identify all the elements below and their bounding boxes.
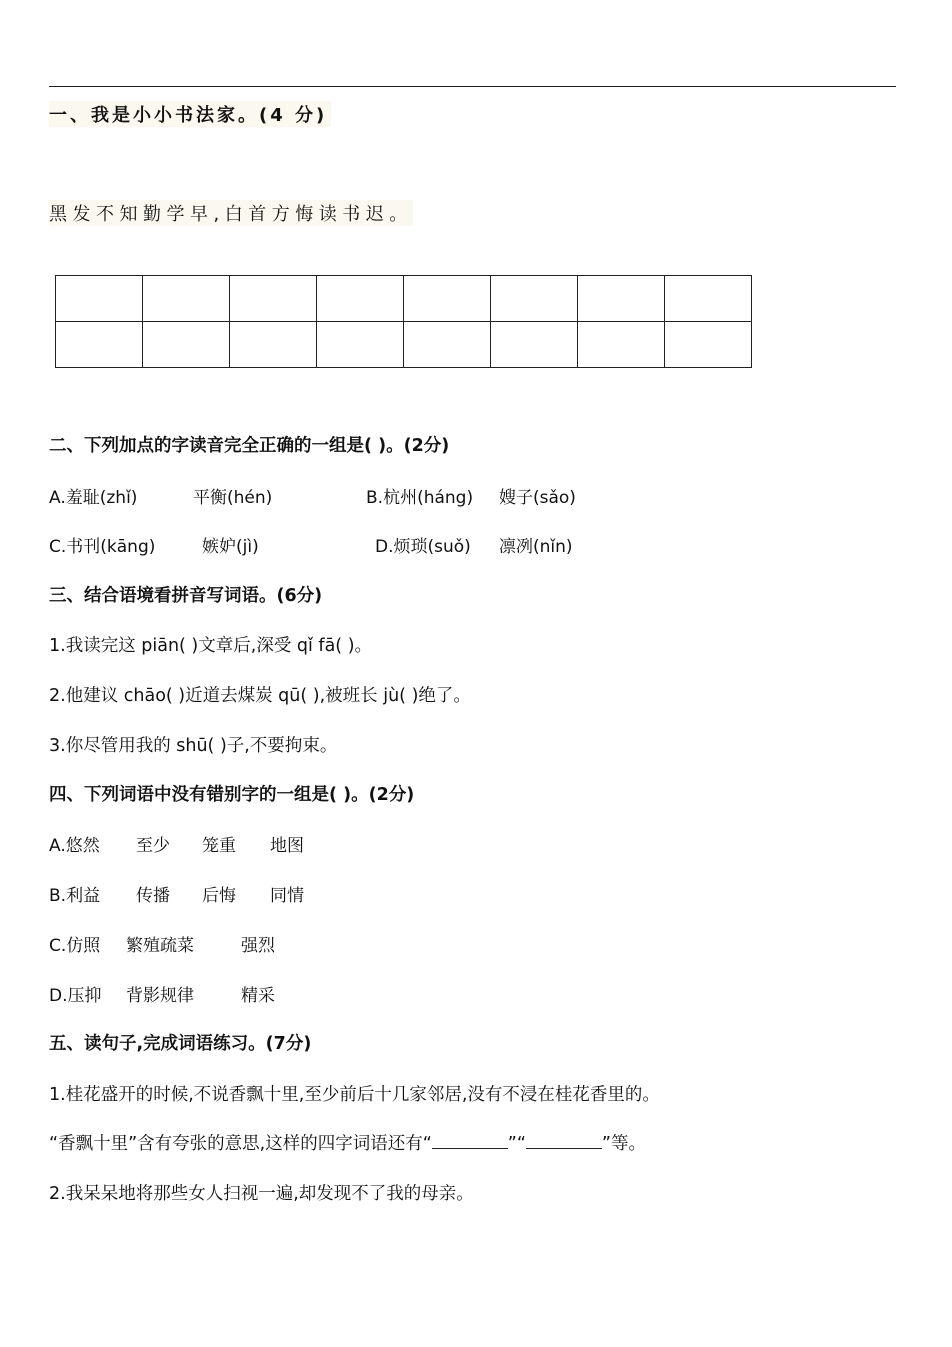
s4-b-1: B.利益 <box>49 886 101 906</box>
s4-b-4: 同情 <box>270 886 304 906</box>
grid-cell[interactable] <box>665 322 752 368</box>
grid-row <box>56 276 752 322</box>
section-1-title: 一、我是小小书法家。(4 分) <box>49 101 331 127</box>
grid-cell[interactable] <box>578 322 665 368</box>
option-c-word-1: C.书刊(kāng) <box>49 537 156 557</box>
grid-cell[interactable] <box>317 322 404 368</box>
option-a-word-2: 平衡(hén) <box>193 488 273 508</box>
grid-cell[interactable] <box>404 322 491 368</box>
grid-cell[interactable] <box>143 322 230 368</box>
s5-question-1: 1.桂花盛开的时候,不说香飘十里,至少前后十几家邻居,没有不浸在桂花香里的。 <box>49 1085 660 1105</box>
grid-cell[interactable] <box>230 322 317 368</box>
s4-a-2: 至少 <box>136 836 170 856</box>
grid-cell[interactable] <box>230 276 317 322</box>
grid-cell[interactable] <box>578 276 665 322</box>
grid-cell[interactable] <box>317 276 404 322</box>
section-3-title: 三、结合语境看拼音写词语。(6分) <box>49 586 323 606</box>
s5-question-2: 2.我呆呆地将那些女人扫视一遍,却发现不了我的母亲。 <box>49 1184 474 1204</box>
grid-cell[interactable] <box>56 322 143 368</box>
poem-line: 黑发不知勤学早,白首方悔读书迟。 <box>49 200 413 226</box>
s4-b-3: 后悔 <box>202 886 236 906</box>
section-5-title: 五、读句子,完成词语练习。(7分) <box>49 1034 312 1054</box>
s4-d-3: 精采 <box>241 986 275 1006</box>
grid-cell[interactable] <box>491 276 578 322</box>
top-rule <box>49 86 896 87</box>
s4-b-2: 传播 <box>136 886 170 906</box>
option-d-word-1: D.烦琐(suǒ) <box>375 537 471 557</box>
grid-cell[interactable] <box>143 276 230 322</box>
section-2-title: 二、下列加点的字读音完全正确的一组是( )。(2分) <box>49 436 450 456</box>
s5-fill-text-a: “香飘十里”含有夸张的意思,这样的四字词语还有“ <box>49 1134 432 1154</box>
s3-question-1: 1.我读完这 piān( )文章后,深受 qǐ fā( )。 <box>49 636 373 656</box>
s4-a-4: 地图 <box>270 836 304 856</box>
writing-grid <box>55 275 752 368</box>
option-b-word-2: 嫂子(sǎo) <box>499 488 576 508</box>
grid-cell[interactable] <box>56 276 143 322</box>
grid-row <box>56 322 752 368</box>
section-4-title: 四、下列词语中没有错别字的一组是( )。(2分) <box>49 785 415 805</box>
grid-cell[interactable] <box>491 322 578 368</box>
option-c-word-2: 嫉妒(jì) <box>202 537 259 557</box>
s5-question-1-fill <box>49 1130 646 1155</box>
s5-fill-text-c: ”等。 <box>601 1134 646 1154</box>
s4-a-1: A.悠然 <box>49 836 100 856</box>
s4-d-1: D.压抑 <box>49 986 102 1006</box>
s3-question-2: 2.他建议 chāo( )近道去煤炭 qū( ),被班长 jù( )绝了。 <box>49 686 471 706</box>
answer-blank-1[interactable] <box>432 1134 508 1149</box>
option-a-word-1: A.羞耻(zhǐ) <box>49 488 138 508</box>
s4-c-2: 繁殖疏菜 <box>126 936 194 956</box>
s4-a-3: 笼重 <box>202 836 236 856</box>
option-d-word-2: 凛冽(nǐn) <box>499 537 573 557</box>
grid-cell[interactable] <box>404 276 491 322</box>
grid-cell[interactable] <box>665 276 752 322</box>
s3-question-3: 3.你尽管用我的 shū( )子,不要拘束。 <box>49 736 338 756</box>
s4-c-1: C.仿照 <box>49 936 101 956</box>
s4-d-2: 背影规律 <box>126 986 194 1006</box>
s4-c-3: 强烈 <box>241 936 275 956</box>
s5-fill-text-b: ”“ <box>507 1134 526 1154</box>
option-b-word-1: B.杭州(háng) <box>366 488 474 508</box>
answer-blank-2[interactable] <box>526 1134 602 1149</box>
